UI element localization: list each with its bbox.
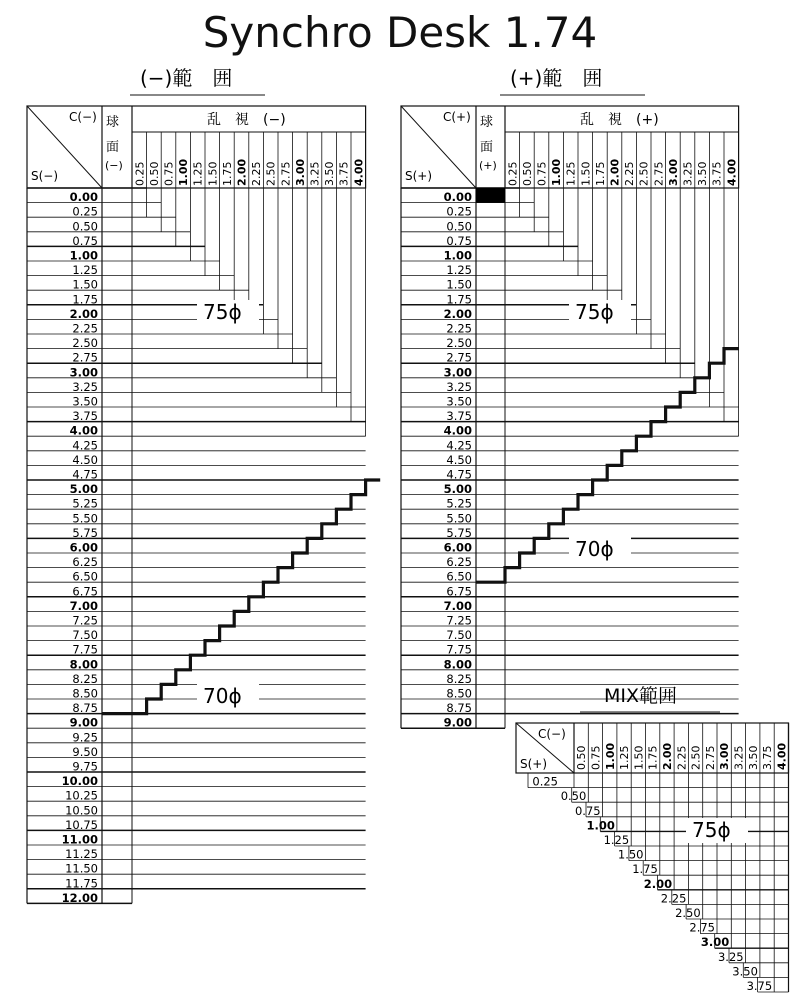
sphere-value-label: 11.00 bbox=[61, 832, 98, 847]
document-title: Synchro Desk 1.74 bbox=[202, 8, 598, 57]
cyl-value-label: 1.00 bbox=[550, 158, 564, 186]
cyl-value-label: 4.00 bbox=[775, 742, 789, 770]
cyl-value-label: 3.75 bbox=[710, 161, 724, 186]
cyl-header-label: 乱 視 (−) bbox=[207, 112, 286, 128]
sphere-value-label: 6.00 bbox=[443, 540, 472, 555]
cyl-value-label: 1.75 bbox=[646, 745, 660, 770]
sphere-value-label: 0.00 bbox=[443, 190, 472, 205]
sphere-value-label: 6.75 bbox=[446, 584, 472, 599]
cyl-value-label: 0.50 bbox=[147, 161, 161, 186]
sphere-value-label: 4.00 bbox=[69, 423, 98, 438]
cyl-value-label: 2.75 bbox=[279, 161, 293, 186]
cyl-value-label: 1.50 bbox=[579, 161, 593, 186]
sphere-value-label: 5.50 bbox=[72, 511, 98, 526]
sphere-value-label: 1.50 bbox=[72, 277, 98, 292]
cyl-value-label: 2.00 bbox=[235, 158, 249, 186]
sphere-value-label: 10.00 bbox=[61, 774, 98, 789]
diameter-70-label: 70ϕ bbox=[203, 684, 242, 708]
sphere-value-label: 5.75 bbox=[72, 525, 98, 540]
cyl-value-label: 3.25 bbox=[681, 161, 695, 186]
sphere-value-label: 2.50 bbox=[675, 906, 701, 920]
sphere-value-label: 7.00 bbox=[443, 598, 472, 613]
cyl-value-label: 2.25 bbox=[250, 161, 264, 186]
diameter-70-label: 70ϕ bbox=[575, 537, 614, 561]
sphere-value-label: 8.75 bbox=[446, 701, 472, 716]
cyl-value-label: 2.00 bbox=[608, 158, 622, 186]
table-heading: MIX範囲 bbox=[604, 685, 678, 707]
cyl-value-label: 2.50 bbox=[637, 161, 651, 186]
sphere-value-label: 8.00 bbox=[69, 657, 98, 672]
sphere-value-label: 2.00 bbox=[643, 876, 673, 891]
sphere-value-label: 12.00 bbox=[61, 890, 98, 905]
sphere-value-label: 10.50 bbox=[65, 803, 98, 818]
sphere-value-label: 9.25 bbox=[72, 730, 98, 745]
sphere-label-sign: (−) bbox=[105, 159, 123, 172]
sphere-value-label: 0.25 bbox=[532, 774, 558, 789]
minus-range-table bbox=[27, 66, 380, 905]
sphere-value-label: 0.50 bbox=[72, 219, 98, 234]
sphere-value-label: 3.25 bbox=[72, 379, 98, 394]
sphere-value-label: 1.00 bbox=[69, 248, 98, 263]
cyl-value-label: 2.25 bbox=[623, 161, 637, 186]
cyl-value-label: 3.00 bbox=[666, 158, 680, 186]
sphere-value-label: 1.00 bbox=[443, 248, 472, 263]
sphere-value-label: 10.25 bbox=[65, 788, 98, 803]
sphere-label-bottom: 面 bbox=[106, 140, 120, 155]
cyl-value-label: 1.00 bbox=[603, 742, 617, 770]
cyl-value-label: 1.75 bbox=[220, 161, 234, 186]
cyl-value-label: 2.50 bbox=[264, 161, 278, 186]
sphere-value-label: 2.00 bbox=[69, 306, 98, 321]
sphere-value-label: 8.25 bbox=[446, 671, 472, 686]
sphere-value-label: 1.25 bbox=[72, 263, 98, 278]
sphere-value-label: 7.50 bbox=[72, 628, 98, 643]
sphere-value-label: 9.00 bbox=[69, 715, 98, 730]
sphere-label-bottom: 面 bbox=[480, 140, 494, 155]
sphere-value-label: 0.50 bbox=[446, 219, 472, 234]
sphere-value-label: 7.50 bbox=[446, 628, 472, 643]
sphere-value-label: 5.25 bbox=[72, 496, 98, 511]
sphere-value-label: 1.25 bbox=[446, 263, 472, 278]
sphere-value-label: 9.00 bbox=[443, 715, 472, 730]
sphere-value-label: 5.25 bbox=[446, 496, 472, 511]
sphere-value-label: 0.75 bbox=[574, 803, 601, 818]
sphere-value-label: 5.00 bbox=[69, 482, 98, 497]
cyl-value-label: 2.75 bbox=[652, 161, 666, 186]
sphere-value-label: 2.25 bbox=[72, 321, 98, 336]
sphere-value-label: 0.75 bbox=[446, 233, 472, 248]
sphere-value-label: 2.25 bbox=[446, 321, 472, 336]
sphere-value-label: 3.00 bbox=[69, 365, 98, 380]
sphere-value-label: 8.25 bbox=[72, 671, 98, 686]
diameter-75-label: 75ϕ bbox=[692, 818, 731, 842]
cyl-value-label: 0.50 bbox=[520, 161, 534, 186]
cyl-value-label: 0.25 bbox=[133, 161, 147, 186]
corner-top-label: C(−) bbox=[69, 110, 97, 124]
sphere-value-label: 3.50 bbox=[732, 964, 758, 979]
cyl-value-label: 0.75 bbox=[535, 161, 549, 186]
sphere-value-label: 4.25 bbox=[72, 438, 98, 453]
mix-range-table bbox=[516, 685, 789, 993]
sphere-value-label: 3.00 bbox=[700, 935, 730, 950]
sphere-value-label: 0.50 bbox=[560, 789, 587, 804]
sphere-value-label: 0.25 bbox=[72, 204, 98, 219]
table-heading: (−)範 囲 bbox=[140, 66, 233, 90]
cyl-value-label: 0.75 bbox=[162, 161, 176, 186]
cyl-value-label: 3.25 bbox=[308, 161, 322, 186]
cyl-value-label: 3.50 bbox=[746, 745, 760, 770]
sphere-value-label: 7.75 bbox=[72, 642, 98, 657]
sphere-value-label: 8.50 bbox=[72, 686, 98, 701]
sphere-value-label: 2.75 bbox=[446, 350, 472, 365]
cyl-value-label: 2.50 bbox=[689, 745, 703, 770]
filled-sphere-cell bbox=[476, 188, 505, 203]
cyl-value-label: 3.25 bbox=[732, 745, 746, 770]
corner-bottom-label: S(+) bbox=[405, 169, 433, 183]
sphere-value-label: 5.50 bbox=[446, 511, 472, 526]
sphere-value-label: 8.50 bbox=[446, 686, 472, 701]
sphere-value-label: 1.50 bbox=[617, 847, 644, 862]
cyl-value-label: 2.75 bbox=[703, 745, 717, 770]
cyl-value-label: 4.00 bbox=[352, 158, 366, 186]
cyl-value-label: 1.25 bbox=[191, 161, 205, 186]
sphere-value-label: 5.75 bbox=[446, 525, 472, 540]
cyl-value-label: 0.50 bbox=[575, 745, 589, 770]
sphere-value-label: 1.50 bbox=[446, 277, 472, 292]
sphere-value-label: 6.75 bbox=[72, 584, 98, 599]
cyl-value-label: 0.75 bbox=[589, 745, 603, 770]
sphere-label-top: 球 bbox=[480, 115, 494, 130]
sphere-value-label: 1.25 bbox=[603, 833, 630, 847]
diameter-75-label: 75ϕ bbox=[203, 300, 242, 324]
cyl-value-label: 1.00 bbox=[177, 158, 191, 186]
sphere-value-label: 3.00 bbox=[443, 365, 472, 380]
cyl-value-label: 1.25 bbox=[564, 161, 578, 186]
sphere-value-label: 2.75 bbox=[72, 350, 98, 365]
sphere-value-label: 2.50 bbox=[446, 336, 472, 351]
corner-bottom-label: S(+) bbox=[520, 757, 548, 771]
cyl-value-label: 3.75 bbox=[337, 161, 351, 186]
sphere-value-label: 3.75 bbox=[746, 979, 773, 993]
sphere-value-label: 0.00 bbox=[69, 190, 98, 205]
sphere-value-label: 11.50 bbox=[65, 861, 98, 876]
sphere-value-label: 1.75 bbox=[72, 292, 98, 307]
sphere-value-label: 3.50 bbox=[72, 394, 98, 409]
sphere-value-label: 2.75 bbox=[689, 920, 715, 935]
sphere-value-label: 4.50 bbox=[72, 452, 98, 467]
sphere-value-label: 3.25 bbox=[446, 379, 472, 394]
corner-bottom-label: S(−) bbox=[31, 169, 59, 183]
sphere-value-label: 6.00 bbox=[69, 540, 98, 555]
sphere-value-label: 11.25 bbox=[65, 847, 98, 862]
sphere-value-label: 1.00 bbox=[586, 818, 615, 833]
sphere-value-label: 7.00 bbox=[69, 598, 98, 613]
cyl-value-label: 3.00 bbox=[718, 742, 732, 770]
sphere-value-label: 4.50 bbox=[446, 452, 472, 467]
sphere-value-label: 2.00 bbox=[443, 306, 472, 321]
sphere-value-label: 2.50 bbox=[72, 336, 98, 351]
sphere-value-label: 6.50 bbox=[446, 569, 472, 584]
sphere-value-label: 6.25 bbox=[446, 555, 472, 570]
sphere-value-label: 3.75 bbox=[446, 409, 472, 424]
sphere-value-label: 8.00 bbox=[443, 657, 472, 672]
sphere-value-label: 5.00 bbox=[443, 482, 472, 497]
sphere-value-label: 10.75 bbox=[65, 817, 98, 832]
sphere-value-label: 0.25 bbox=[446, 204, 472, 219]
sphere-value-label: 11.75 bbox=[65, 876, 98, 891]
sphere-label-sign: (+) bbox=[479, 159, 497, 172]
sphere-value-label: 1.75 bbox=[632, 862, 658, 877]
cyl-header-label: 乱 視 (+) bbox=[580, 112, 659, 128]
corner-top-label: C(−) bbox=[538, 727, 566, 741]
sphere-value-label: 4.25 bbox=[446, 438, 472, 453]
cyl-value-label: 1.75 bbox=[593, 161, 607, 186]
cyl-value-label: 2.00 bbox=[660, 742, 674, 770]
cyl-value-label: 1.50 bbox=[206, 161, 220, 186]
table-heading: (+)範 囲 bbox=[510, 66, 603, 90]
sphere-value-label: 6.50 bbox=[72, 569, 98, 584]
sphere-label-top: 球 bbox=[106, 115, 120, 130]
cyl-value-label: 2.25 bbox=[675, 745, 689, 770]
cyl-value-label: 3.75 bbox=[761, 745, 775, 770]
sphere-value-label: 4.75 bbox=[446, 467, 472, 482]
cyl-value-label: 3.00 bbox=[293, 158, 307, 186]
sphere-value-label: 7.75 bbox=[446, 642, 472, 657]
diameter-75-label: 75ϕ bbox=[575, 300, 614, 324]
cyl-value-label: 3.50 bbox=[696, 161, 710, 186]
sphere-value-label: 9.50 bbox=[72, 744, 98, 759]
corner-top-label: C(+) bbox=[443, 110, 471, 124]
sphere-value-label: 0.75 bbox=[72, 233, 98, 248]
sphere-value-label: 7.25 bbox=[72, 613, 98, 628]
sphere-value-label: 1.75 bbox=[446, 292, 472, 307]
sphere-value-label: 9.75 bbox=[72, 759, 98, 774]
sphere-value-label: 4.00 bbox=[443, 423, 472, 438]
cyl-value-label: 3.50 bbox=[323, 161, 337, 186]
cyl-value-label: 4.00 bbox=[725, 158, 739, 186]
sphere-value-label: 4.75 bbox=[72, 467, 98, 482]
sphere-value-label: 6.25 bbox=[72, 555, 98, 570]
sphere-value-label: 2.25 bbox=[660, 891, 687, 906]
sphere-value-label: 3.75 bbox=[72, 409, 98, 424]
cyl-value-label: 1.25 bbox=[618, 745, 632, 770]
sphere-value-label: 3.50 bbox=[446, 394, 472, 409]
sphere-value-label: 7.25 bbox=[446, 613, 472, 628]
plus-range-table bbox=[401, 66, 739, 730]
sphere-value-label: 3.25 bbox=[717, 949, 744, 964]
cyl-value-label: 1.50 bbox=[632, 745, 646, 770]
cyl-value-label: 0.25 bbox=[506, 161, 520, 186]
sphere-value-label: 8.75 bbox=[72, 701, 98, 716]
